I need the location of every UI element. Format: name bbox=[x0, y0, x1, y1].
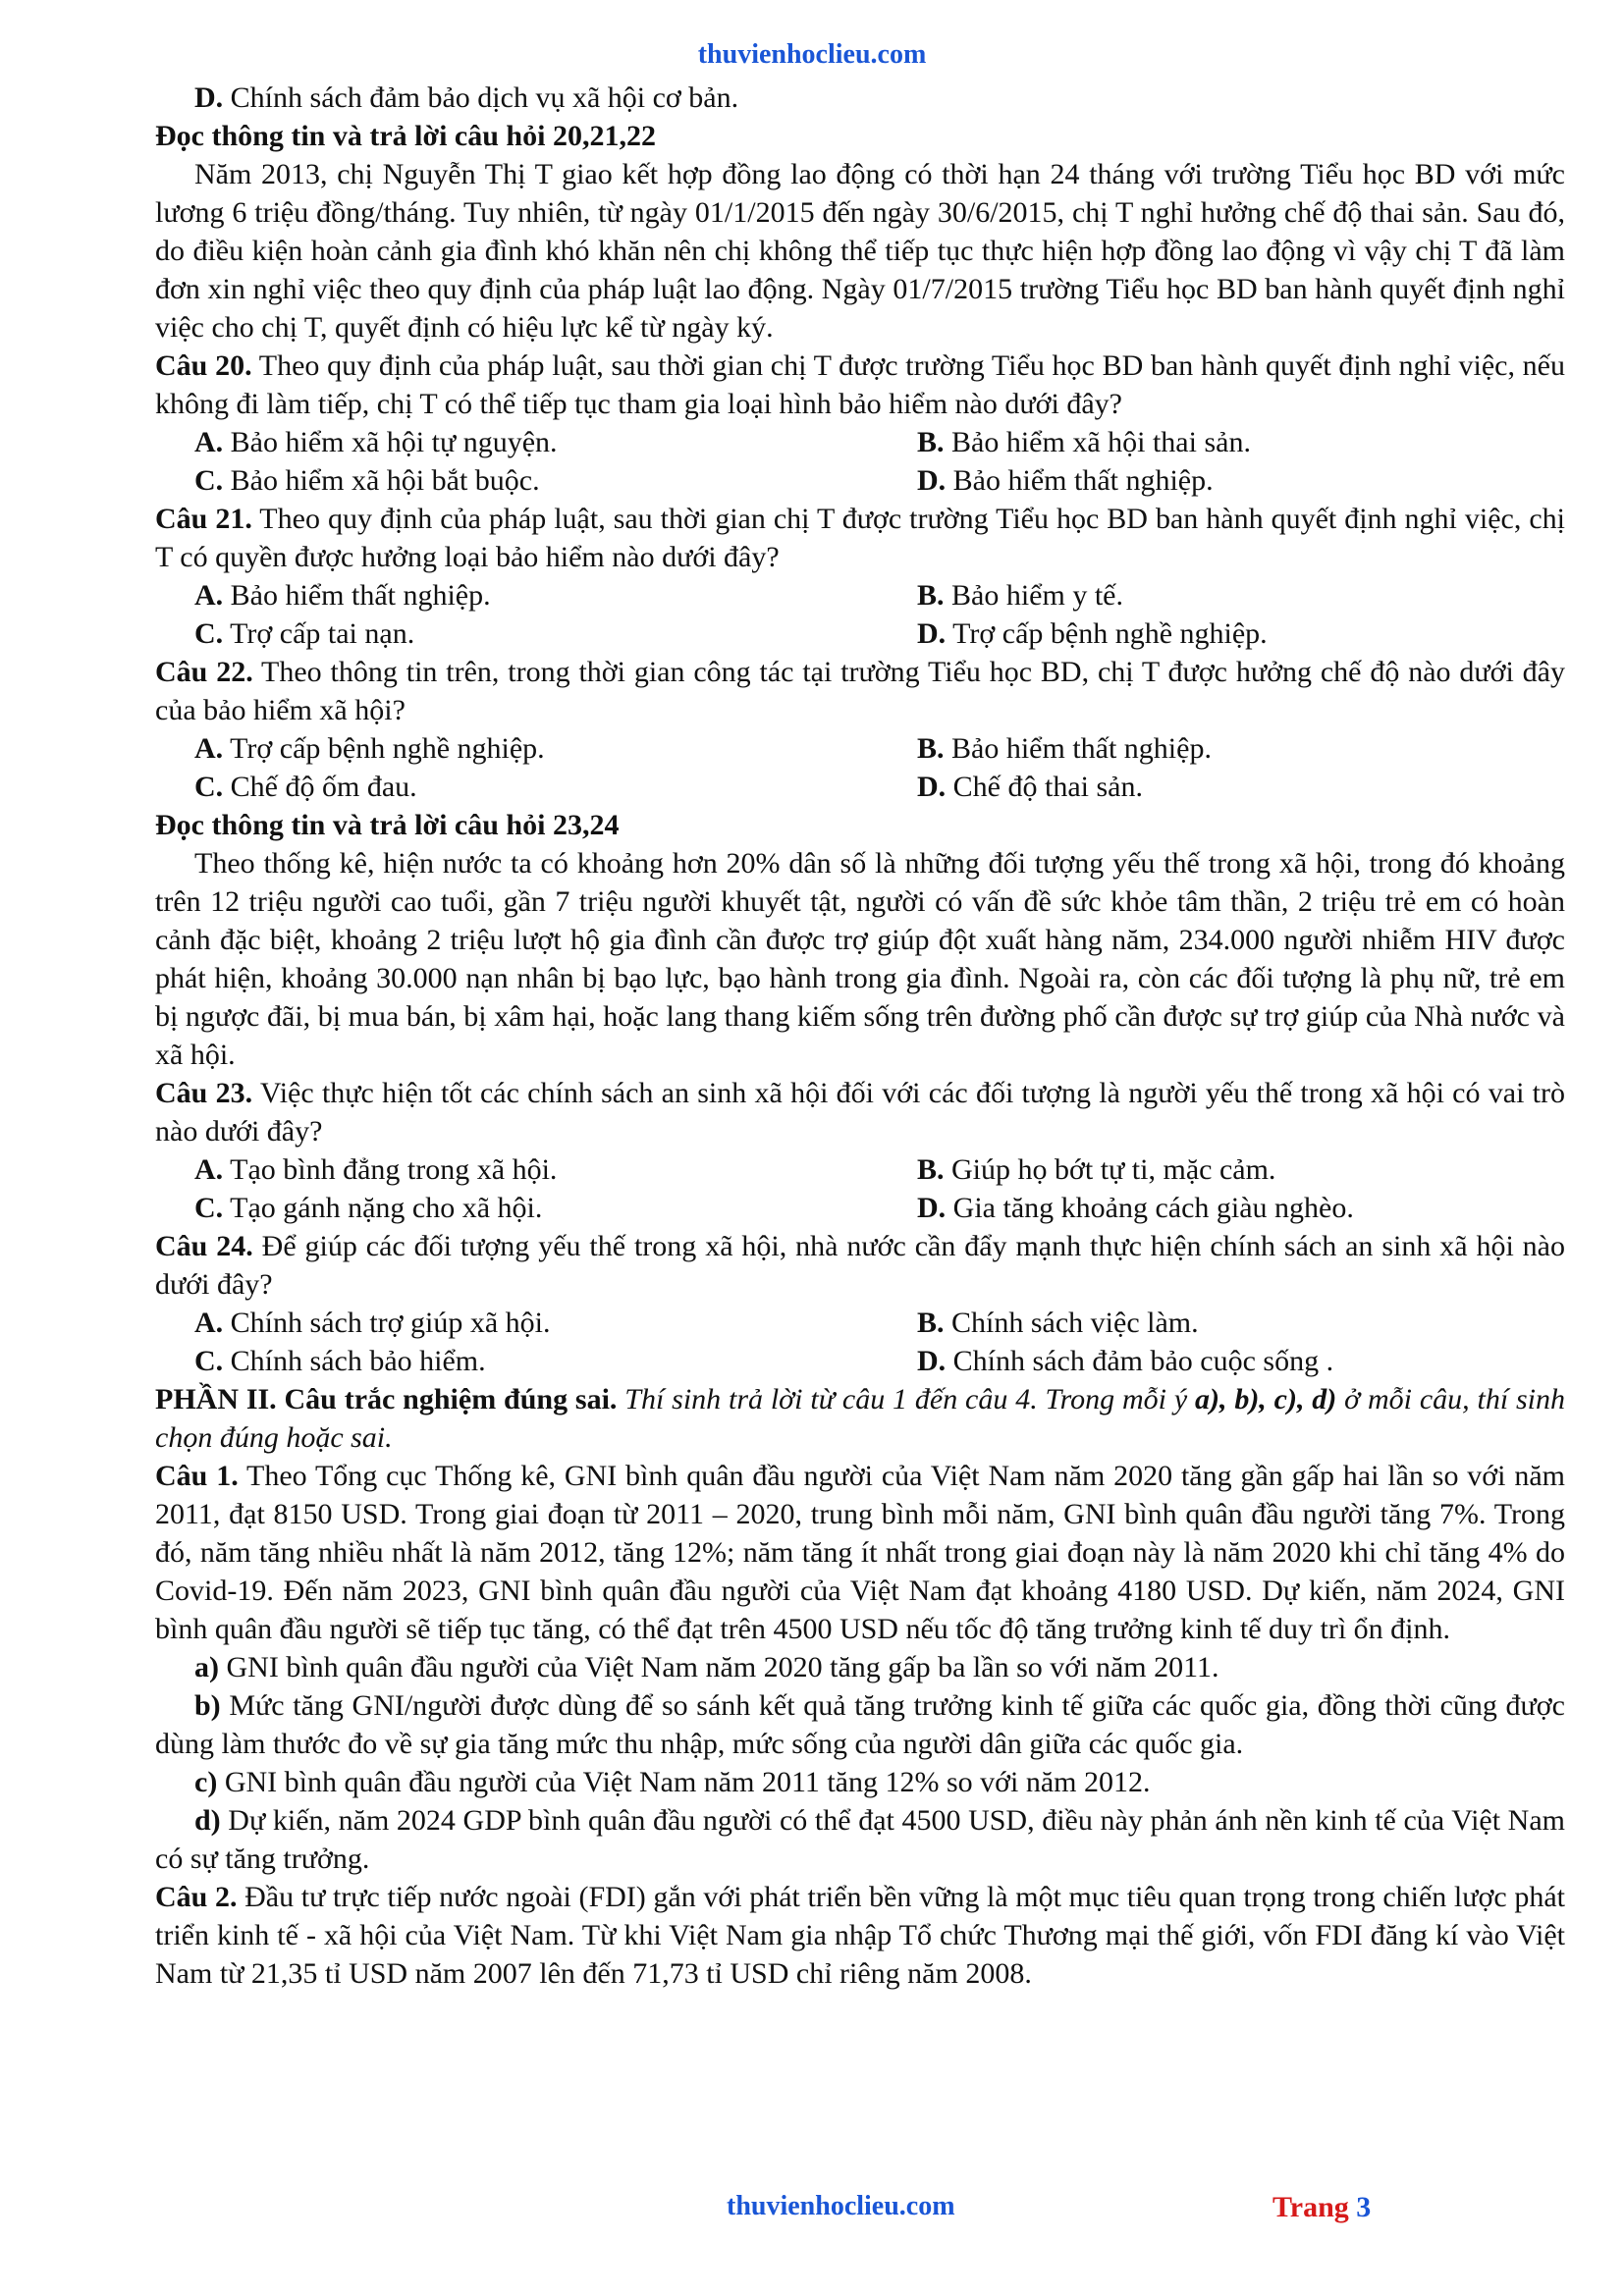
q20-option-c: C. Bảo hiểm xã hội bắt buộc. bbox=[194, 464, 540, 497]
q22-option-a: A. Trợ cấp bệnh nghề nghiệp. bbox=[194, 732, 545, 765]
q23-options-row2 bbox=[155, 1189, 1565, 1227]
q21-option-a: A. Bảo hiểm thất nghiệp. bbox=[194, 579, 491, 612]
q20-options-row2 bbox=[155, 461, 1565, 500]
q20-options-row1 bbox=[155, 423, 1565, 461]
page-number: Trang 3 bbox=[1272, 2191, 1372, 2223]
q23-option-d: D. Gia tăng khoảng cách giàu nghèo. bbox=[917, 1192, 1354, 1224]
q21-options-row2 bbox=[155, 614, 1565, 653]
q21-option-b: B. Bảo hiểm y tế. bbox=[917, 579, 1123, 612]
question-21: Câu 21. Theo quy định của pháp luật, sau thời gian chị T được trường Tiểu học BD ban hành quyết định nghỉ việc, chị T có quyền được hưởng loại bảo hiểm nào dưới đây? bbox=[155, 503, 1565, 573]
q22-option-b: B. Bảo hiểm thất nghiệp. bbox=[917, 732, 1212, 765]
q24-options-row2 bbox=[155, 1342, 1565, 1380]
passage-23-24: Theo thống kê, hiện nước ta có khoảng hơn 20% dân số là những đối tượng yếu thế trong xã hội, trong đó khoảng trên 12 triệu người cao tuổi, gần 7 triệu người khuyết tật, người có vấn đề sức khỏe tâm thần, 2 triệu trẻ em có hoàn cảnh đặc biệt, khoảng 2 triệu lượt hộ gia đình cần được trợ giúp đột xuất hàng năm, 234.000 người nhiễm HIV được phát hiện, khoảng 30.000 nạn nhân bị bạo lực, bạo hành trong gia đình. Ngoài ra, còn các đối tượng là phụ nữ, trẻ em bị ngược đãi, bị mua bán, bị xâm hại, hoặc lang thang kiếm sống trên đường phố cần được sự trợ giúp của Nhà nước và xã hội. bbox=[155, 847, 1565, 1071]
q22-options-row2 bbox=[155, 768, 1565, 806]
part2-q1-statement-b: b) Mức tăng GNI/người được dùng để so sánh kết quả tăng trưởng kinh tế giữa các quốc gia, đồng thời cũng được dùng làm thước đo về sự gia tăng mức thu nhập, mức sống của người dân giữa các quốc gia. bbox=[155, 1689, 1565, 1760]
part2-heading: PHẦN II. Câu trắc nghiệm đúng sai. Thí sinh trả lời từ câu 1 đến câu 4. Trong mỗi ý a), b), c), d) ở mỗi câu, thí sinh chọn đúng hoặc sai. bbox=[155, 1383, 1566, 1454]
q23-option-c: C. Tạo gánh nặng cho xã hội. bbox=[194, 1192, 543, 1224]
section-heading-23-24: Đọc thông tin và trả lời câu hỏi 23,24 bbox=[155, 809, 620, 841]
passage-20-22: Năm 2013, chị Nguyễn Thị T giao kết hợp đồng lao động có thời hạn 24 tháng với trường Tiểu học BD với mức lương 6 triệu đồng/tháng. Tuy nhiên, từ ngày 01/1/2015 đến ngày 30/6/2015, chị T nghỉ hưởng chế độ thai sản. Sau đó, do điều kiện hoàn cảnh gia đình khó khăn nên chị không thể tiếp tục thực hiện hợp đồng lao động vì vậy chị T đã làm đơn xin nghỉ việc theo quy định của pháp luật lao động. Ngày 01/7/2015 trường Tiểu học BD ban hành quyết định nghỉ việc cho chị T, quyết định có hiệu lực kể từ ngày ký. bbox=[155, 158, 1565, 344]
q20-option-a: A. Bảo hiểm xã hội tự nguyện. bbox=[194, 426, 558, 458]
q22-options-row1 bbox=[155, 729, 1565, 768]
q24-option-d: D. Chính sách đảm bảo cuộc sống . bbox=[917, 1345, 1334, 1377]
q23-option-b: B. Giúp họ bớt tự ti, mặc cảm. bbox=[917, 1153, 1276, 1186]
question-22: Câu 22. Theo thông tin trên, trong thời gian công tác tại trường Tiểu học BD, chị T được hưởng chế độ nào dưới đây của bảo hiểm xã hội? bbox=[155, 656, 1565, 726]
page-footer bbox=[0, 2191, 1624, 2230]
q22-option-c: C. Chế độ ốm đau. bbox=[194, 771, 417, 803]
q20-option-b: B. Bảo hiểm xã hội thai sản. bbox=[917, 426, 1251, 458]
q22-option-d: D. Chế độ thai sản. bbox=[917, 771, 1143, 803]
q23-option-a: A. Tạo bình đẳng trong xã hội. bbox=[194, 1153, 558, 1186]
question-23: Câu 23. Việc thực hiện tốt các chính sách an sinh xã hội đối với các đối tượng là người yếu thế trong xã hội có vai trò nào dưới đây? bbox=[155, 1077, 1565, 1148]
q21-option-d: D. Trợ cấp bệnh nghề nghiệp. bbox=[917, 617, 1268, 650]
question-20: Câu 20. Theo quy định của pháp luật, sau thời gian chị T được trường Tiểu học BD ban hành quyết định nghỉ việc, nếu không đi làm tiếp, chị T có thể tiếp tục tham gia loại hình bảo hiểm nào dưới đây? bbox=[155, 349, 1566, 420]
q23-options-row1 bbox=[155, 1150, 1565, 1189]
section-heading-20-22: Đọc thông tin và trả lời câu hỏi 20,21,22 bbox=[155, 120, 656, 152]
q24-option-a: A. Chính sách trợ giúp xã hội. bbox=[194, 1307, 551, 1339]
footer-site-name: thuvienhoclieu.com bbox=[727, 2191, 955, 2221]
part2-question-2: Câu 2. Đầu tư trực tiếp nước ngoài (FDI) gắn với phát triển bền vững là một mục tiêu quan trọng trong chiến lược phát triển kinh tế - xã hội của Việt Nam. Từ khi Việt Nam gia nhập Tổ chức Thương mại thế giới, vốn FDI đăng kí vào Việt Nam từ 21,35 tỉ USD năm 2007 lên đến 71,73 tỉ USD chỉ riêng năm 2008. bbox=[155, 1881, 1565, 1990]
part2-q1-statement-d: d) Dự kiến, năm 2024 GDP bình quân đầu người có thể đạt 4500 USD, điều này phản ánh nền kinh tế của Việt Nam có sự tăng trưởng. bbox=[155, 1804, 1565, 1875]
part2-q1-statement-c: c) GNI bình quân đầu người của Việt Nam năm 2011 tăng 12% so với năm 2012. bbox=[194, 1766, 1151, 1798]
question-24: Câu 24. Để giúp các đối tượng yếu thế trong xã hội, nhà nước cần đẩy mạnh thực hiện chính sách an sinh xã hội nào dưới đây? bbox=[155, 1230, 1565, 1301]
q21-options-row1 bbox=[155, 576, 1565, 614]
header-site-name: thuvienhoclieu.com bbox=[697, 39, 927, 70]
q24-options-row1 bbox=[155, 1304, 1565, 1342]
q21-option-c: C. Trợ cấp tai nạn. bbox=[194, 617, 415, 650]
q20-option-d: D. Bảo hiểm thất nghiệp. bbox=[917, 464, 1214, 497]
document-body bbox=[155, 79, 1565, 1993]
part2-q1-statement-a: a) GNI bình quân đầu người của Việt Nam năm 2020 tăng gấp ba lần so với năm 2011. bbox=[194, 1651, 1219, 1683]
part2-question-1: Câu 1. Theo Tổng cục Thống kê, GNI bình quân đầu người của Việt Nam năm 2020 tăng gần gấp hai lần so với năm 2011, đạt 8150 USD. Trong giai đoạn từ 2011 – 2020, trung bình mỗi năm, GNI bình quân đầu người tăng 7%. Trong đó, năm tăng nhiều nhất là năm 2012, tăng 12%; năm tăng ít nhất trong giai đoạn này là năm 2020 khi chỉ tăng 4% do Covid-19. Đến năm 2023, GNI bình quân đầu người của Việt Nam đạt khoảng 4180 USD. Dự kiến, năm 2024, GNI bình quân đầu người sẽ tiếp tục tăng, có thể đạt trên 4500 USD nếu tốc độ tăng trưởng kinh tế duy trì ổn định. bbox=[155, 1460, 1565, 1645]
q24-option-b: B. Chính sách việc làm. bbox=[917, 1307, 1199, 1339]
q24-option-c: C. Chính sách bảo hiểm. bbox=[194, 1345, 486, 1377]
prev-option-d: D. Chính sách đảm bảo dịch vụ xã hội cơ bản. bbox=[194, 81, 739, 114]
